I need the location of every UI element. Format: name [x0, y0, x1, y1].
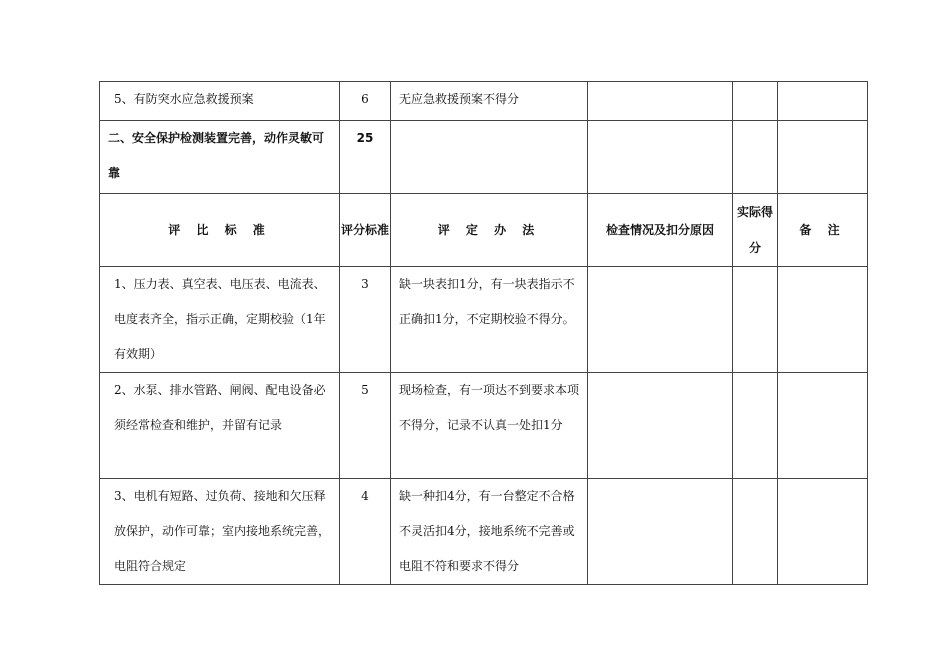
criterion-score: 3 — [340, 267, 391, 373]
criterion-score: 5 — [340, 373, 391, 479]
actual-score-cell — [733, 121, 778, 194]
criterion-method: 缺一种扣4分，有一台整定不合格不灵活扣4分，接地系统不完善或电阻不符和要求不得分 — [391, 479, 588, 585]
criterion-text: 1、压力表、真空表、电压表、电流表、电度表齐全，指示正确，定期校验（1年有效期） — [100, 267, 340, 373]
section-row — [100, 121, 868, 194]
actual-score-cell — [733, 267, 778, 373]
header-score: 评分标准 — [340, 194, 391, 267]
header-row — [100, 194, 868, 267]
notes-cell — [778, 373, 868, 479]
header-method: 评 定 办 法 — [391, 194, 588, 267]
table-row — [100, 373, 868, 479]
inspection-cell — [588, 373, 733, 479]
criterion-method: 现场检查，有一项达不到要求本项不得分，记录不认真一处扣1分 — [391, 373, 588, 479]
criterion-text: 3、电机有短路、过负荷、接地和欠压释放保护，动作可靠；室内接地系统完善，电阻符合规定 — [100, 479, 340, 585]
criterion-method: 无应急救援预案不得分 — [391, 82, 588, 121]
criterion-text: 2、水泵、排水管路、闸阀、配电设备必须经常检查和维护，并留有记录 — [100, 373, 340, 479]
actual-score-cell — [733, 82, 778, 121]
notes-cell — [778, 121, 868, 194]
section-method — [391, 121, 588, 194]
inspection-cell — [588, 479, 733, 585]
table-row — [100, 267, 868, 373]
criterion-text: 5、有防突水应急救援预案 — [100, 82, 340, 121]
section-score: 25 — [340, 121, 391, 194]
criterion-score: 6 — [340, 82, 391, 121]
header-reason: 检查情况及扣分原因 — [588, 194, 733, 267]
evaluation-table — [99, 81, 868, 585]
section-title: 二、安全保护检测装置完善，动作灵敏可靠 — [100, 121, 340, 194]
inspection-cell — [588, 121, 733, 194]
table-row — [100, 82, 868, 121]
inspection-cell — [588, 267, 733, 373]
notes-cell — [778, 479, 868, 585]
header-actual: 实际得分 — [733, 194, 778, 267]
notes-cell — [778, 82, 868, 121]
notes-cell — [778, 267, 868, 373]
header-standard: 评 比 标 准 — [100, 194, 340, 267]
table-row — [100, 479, 868, 585]
actual-score-cell — [733, 479, 778, 585]
actual-score-cell — [733, 373, 778, 479]
criterion-score: 4 — [340, 479, 391, 585]
inspection-cell — [588, 82, 733, 121]
header-notes: 备 注 — [778, 194, 868, 267]
criterion-method: 缺一块表扣1分，有一块表指示不正确扣1分，不定期校验不得分。 — [391, 267, 588, 373]
